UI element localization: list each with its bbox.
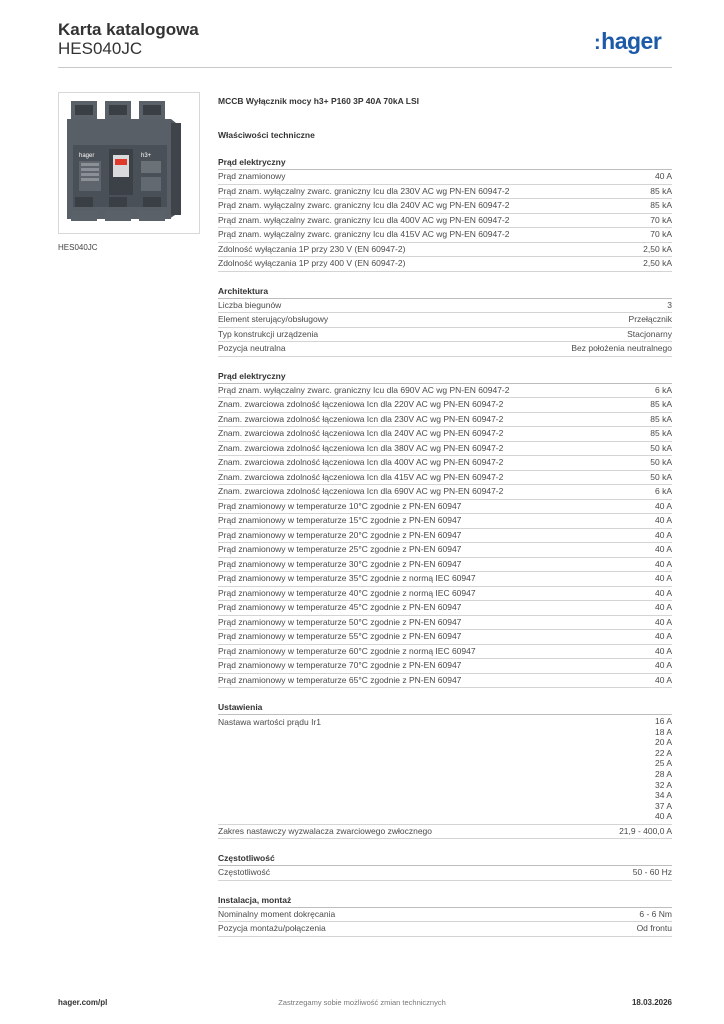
spec-value: 3 [667, 299, 672, 310]
spec-value: 40 A [654, 587, 672, 598]
spec-value: 40 A [654, 660, 672, 670]
spec-value: 50 kA [650, 471, 672, 482]
device-rating: h3+ [141, 153, 152, 159]
spec-value: 85 kA [650, 428, 672, 438]
spec-value: 40 A [654, 171, 672, 181]
spec-row [218, 587, 672, 602]
spec-row [218, 185, 672, 200]
spec-value: 40 A [654, 529, 672, 540]
spec-row [218, 398, 672, 413]
spec-section [218, 357, 672, 689]
spec-row [218, 659, 672, 674]
spec-label: Prąd znam. wyłączalny zwarc. graniczny Icu dla 690V AC wg PN-EN 60947-2 [218, 384, 510, 395]
header-divider [58, 67, 672, 68]
spec-label: Znam. zwarciowa zdolność łączeniowa Icn dla 230V AC wg PN-EN 60947-2 [218, 413, 504, 424]
spec-value: Przełącznik [628, 314, 672, 324]
spec-row [218, 313, 672, 328]
spec-row [218, 413, 672, 428]
spec-label: Pozycja neutralna [218, 343, 286, 353]
footer-disclaimer: Zastrzegamy sobie możliwość zmian technicznych [278, 998, 446, 1007]
spec-row [218, 922, 672, 937]
spec-value: 50 - 60 Hz [632, 867, 672, 878]
spec-value: 22 A [654, 747, 672, 758]
spec-value: 34 A [654, 790, 672, 801]
spec-row [218, 257, 672, 272]
spec-row [218, 228, 672, 243]
section-spacer [218, 357, 672, 369]
spec-value: Bez położenia neutralnego [571, 343, 672, 353]
spec-row [218, 299, 672, 314]
spec-section [218, 688, 672, 839]
spec-row [218, 442, 672, 457]
spec-value: 50 kA [650, 442, 672, 453]
spec-row [218, 715, 672, 825]
spec-value: 70 kA [650, 229, 672, 239]
spec-value-list [655, 716, 672, 822]
spec-label: Zakres nastawczy wyzwalacza zwarciowego zwłocznego [218, 825, 432, 836]
spec-label: Prąd znam. wyłączalny zwarc. graniczny Icu dla 400V AC wg PN-EN 60947-2 [218, 214, 510, 225]
spec-label: Znam. zwarciowa zdolność łączeniowa Icn dla 220V AC wg PN-EN 60947-2 [218, 399, 504, 409]
spec-value: 40 A [654, 631, 672, 641]
spec-label: Prąd znamionowy w temperaturze 55°C zgodnie z PN-EN 60947 [218, 631, 462, 641]
spec-value: 85 kA [650, 200, 672, 210]
spec-row [218, 500, 672, 515]
section-spacer [218, 688, 672, 700]
spec-label: Prąd znam. wyłączalny zwarc. graniczny Icu dla 230V AC wg PN-EN 60947-2 [218, 185, 510, 196]
spec-section [218, 155, 672, 272]
spec-value: 25 A [654, 758, 672, 769]
spec-value: 20 A [654, 737, 672, 748]
spec-row [218, 529, 672, 544]
section-title: Ustawienia [218, 700, 672, 715]
spec-label: Liczba biegunów [218, 299, 282, 310]
hager-logo [594, 28, 661, 55]
spec-value: 18 A [654, 726, 672, 737]
logo-text: hager [601, 28, 662, 54]
spec-value: 40 A [654, 558, 672, 569]
section-spacer [218, 839, 672, 851]
spec-value: 85 kA [650, 413, 672, 424]
spec-row [218, 514, 672, 529]
product-code: HES040JC [58, 39, 143, 58]
spec-section [218, 272, 672, 357]
spec-label: Prąd znamionowy w temperaturze 65°C zgodnie z PN-EN 60947 [218, 674, 462, 685]
spec-row [218, 543, 672, 558]
spec-value: 40 A [654, 573, 672, 583]
circuit-breaker-illustration [59, 93, 199, 233]
logo-dots-icon: : [594, 32, 601, 54]
spec-value: 2,50 kA [643, 258, 672, 268]
spec-label: Zdolność wyłączania 1P przy 230 V (EN 60947-2) [218, 243, 406, 254]
spec-value: 40 A [654, 544, 672, 554]
spec-label: Typ konstrukcji urządzenia [218, 328, 319, 339]
spec-row [218, 485, 672, 500]
spec-label: Prąd znamionowy w temperaturze 10°C zgodnie z PN-EN 60947 [218, 500, 462, 511]
spec-row [218, 572, 672, 587]
spec-value: 70 kA [650, 214, 672, 225]
spec-section [218, 839, 672, 881]
spec-label: Prąd znamionowy w temperaturze 60°C zgodnie z normą IEC 60947 [218, 645, 476, 656]
page-title: Karta katalogowa [58, 20, 199, 39]
section-title: Częstotliwość [218, 851, 672, 866]
spec-value: 32 A [654, 779, 672, 790]
spec-section [218, 881, 672, 937]
spec-label: Prąd znamionowy w temperaturze 30°C zgodnie z PN-EN 60947 [218, 558, 462, 569]
spec-value: 40 A [654, 674, 672, 685]
spec-row [218, 243, 672, 258]
section-title: Prąd elektryczny [218, 155, 672, 170]
spec-row [218, 342, 672, 357]
device-brand: hager [79, 153, 95, 159]
spec-label: Nominalny moment dokręcania [218, 908, 336, 919]
spec-value: Stacjonarny [627, 328, 672, 339]
spec-value: 40 A [654, 645, 672, 656]
spec-row [218, 616, 672, 631]
spec-label: Częstotliwość [218, 867, 270, 878]
spec-label: Prąd znamionowy [218, 171, 286, 181]
spec-label: Zdolność wyłączania 1P przy 400 V (EN 60947-2) [218, 258, 406, 268]
spec-value: Od frontu [636, 923, 672, 934]
spec-value: 40 A [654, 616, 672, 627]
specifications-table [218, 155, 672, 937]
spec-row [218, 630, 672, 645]
spec-label: Prąd znamionowy w temperaturze 50°C zgodnie z PN-EN 60947 [218, 616, 462, 627]
spec-row [218, 328, 672, 343]
spec-label: Prąd znam. wyłączalny zwarc. graniczny Icu dla 415V AC wg PN-EN 60947-2 [218, 229, 510, 239]
spec-row [218, 456, 672, 471]
spec-row [218, 427, 672, 442]
spec-label: Znam. zwarciowa zdolność łączeniowa Icn dla 415V AC wg PN-EN 60947-2 [218, 471, 504, 482]
spec-label: Prąd znamionowy w temperaturze 40°C zgodnie z normą IEC 60947 [218, 587, 476, 598]
spec-label: Prąd znamionowy w temperaturze 70°C zgodnie z PN-EN 60947 [218, 660, 462, 670]
spec-row [218, 471, 672, 486]
footer-website: hager.com/pl [58, 998, 108, 1007]
spec-value: 40 A [654, 602, 672, 612]
spec-row [218, 908, 672, 923]
spec-label: Prąd znamionowy w temperaturze 25°C zgodnie z PN-EN 60947 [218, 544, 462, 554]
spec-label: Prąd znamionowy w temperaturze 35°C zgodnie z normą IEC 60947 [218, 573, 476, 583]
spec-row [218, 170, 672, 185]
spec-value: 40 A [654, 500, 672, 511]
spec-label: Znam. zwarciowa zdolność łączeniowa Icn dla 400V AC wg PN-EN 60947-2 [218, 457, 504, 467]
product-name: MCCB Wyłącznik mocy h3+ P160 3P 40A 70kA LSI [218, 96, 420, 106]
section-spacer [218, 272, 672, 284]
spec-row [218, 384, 672, 399]
spec-label: Pozycja montażu/połączenia [218, 923, 326, 934]
spec-row [218, 601, 672, 616]
spec-row [218, 558, 672, 573]
spec-row [218, 214, 672, 229]
section-title: Prąd elektryczny [218, 369, 672, 384]
spec-row [218, 674, 672, 689]
product-image-caption: HES040JC [58, 243, 98, 252]
section-spacer [218, 881, 672, 893]
product-image [58, 92, 200, 234]
spec-label: Prąd znamionowy w temperaturze 45°C zgodnie z PN-EN 60947 [218, 602, 462, 612]
spec-label: Prąd znamionowy w temperaturze 15°C zgodnie z PN-EN 60947 [218, 515, 462, 525]
section-title: Architektura [218, 284, 672, 299]
section-heading-technical: Właściwości techniczne [218, 130, 315, 140]
spec-value: 6 - 6 Nm [639, 908, 672, 919]
spec-label: Nastawa wartości prądu Ir1 [218, 717, 321, 727]
spec-value: 40 A [654, 515, 672, 525]
spec-value: 40 A [654, 811, 672, 822]
spec-value: 85 kA [650, 185, 672, 196]
spec-label: Znam. zwarciowa zdolność łączeniowa Icn dla 240V AC wg PN-EN 60947-2 [218, 428, 504, 438]
spec-value: 21,9 - 400,0 A [619, 825, 672, 836]
spec-row [218, 825, 672, 840]
spec-value: 2,50 kA [643, 243, 672, 254]
spec-row [218, 645, 672, 660]
spec-value: 6 kA [654, 486, 672, 496]
spec-value: 28 A [654, 768, 672, 779]
footer-date: 18.03.2026 [631, 998, 672, 1007]
spec-value: 6 kA [654, 384, 672, 395]
spec-value: 85 kA [650, 399, 672, 409]
spec-label: Znam. zwarciowa zdolność łączeniowa Icn dla 690V AC wg PN-EN 60947-2 [218, 486, 504, 496]
spec-label: Element sterujący/obsługowy [218, 314, 329, 324]
spec-row [218, 866, 672, 881]
spec-label: Znam. zwarciowa zdolność łączeniowa Icn dla 380V AC wg PN-EN 60947-2 [218, 442, 504, 453]
spec-row [218, 199, 672, 214]
spec-label: Prąd znamionowy w temperaturze 20°C zgodnie z PN-EN 60947 [218, 529, 462, 540]
spec-value: 50 kA [650, 457, 672, 467]
section-title: Instalacja, montaż [218, 893, 672, 908]
spec-value: 37 A [654, 800, 672, 811]
spec-value: 16 A [654, 716, 672, 726]
spec-label: Prąd znam. wyłączalny zwarc. graniczny Icu dla 240V AC wg PN-EN 60947-2 [218, 200, 510, 210]
